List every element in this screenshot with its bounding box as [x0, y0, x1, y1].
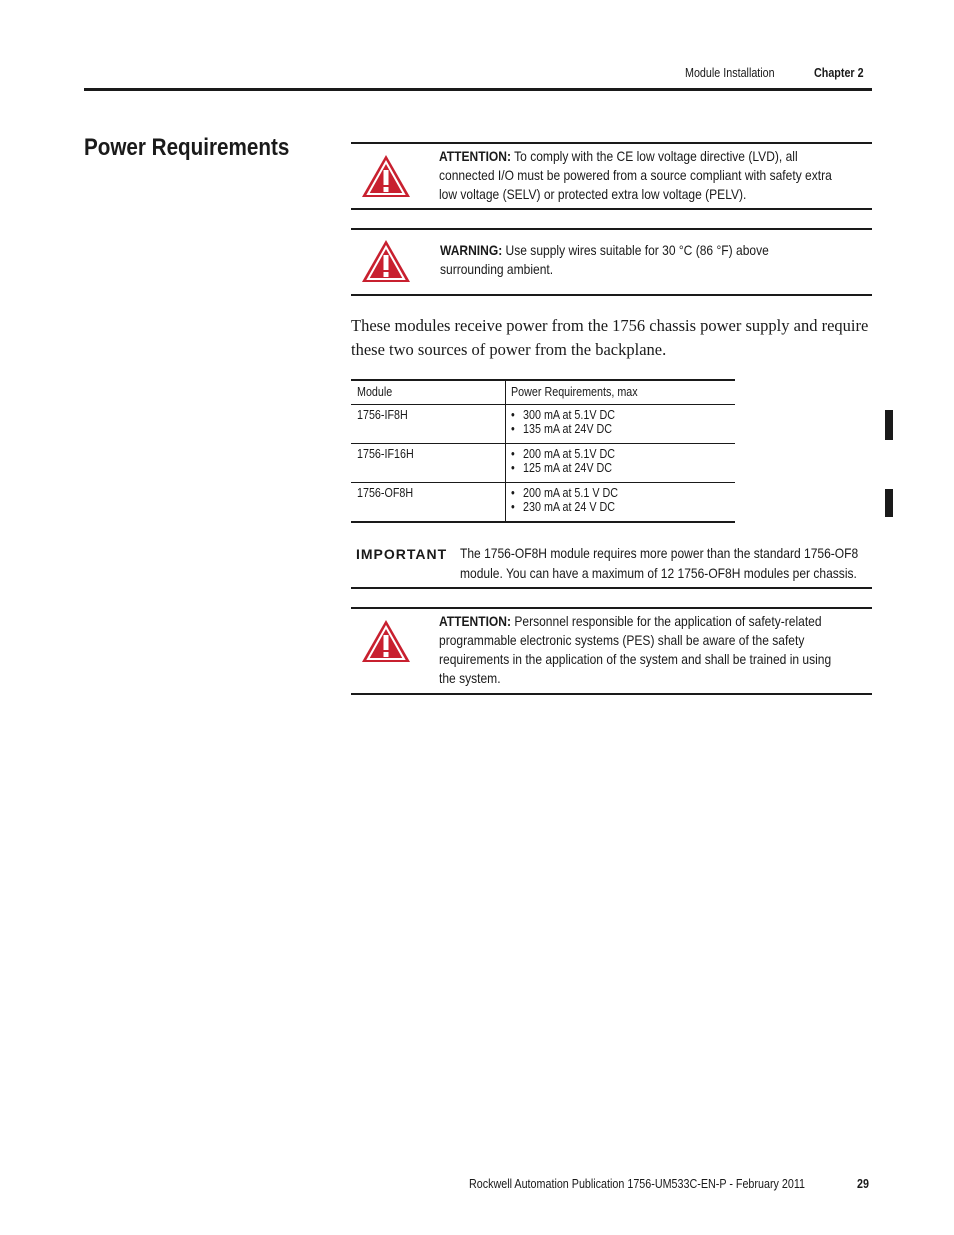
bullet: • [511, 447, 515, 461]
power-cell [511, 486, 635, 514]
important-label: IMPORTANT [356, 546, 448, 562]
notice-text [439, 612, 895, 688]
table-column-divider [505, 405, 506, 443]
table-column-divider [505, 381, 506, 404]
change-bar [885, 410, 893, 440]
power-value: 200 mA at 5.1 V DC [523, 486, 619, 500]
power-value: 135 mA at 24V DC [523, 422, 613, 436]
notice-text [439, 147, 896, 204]
bullet: • [511, 422, 515, 436]
power-requirements-table [351, 379, 735, 523]
notice-line: programmable electronic systems (PES) shall be aware of the safety [439, 632, 805, 648]
bullet: • [511, 500, 515, 514]
table-header-power: Power Requirements, max [511, 385, 638, 399]
bullet: • [511, 461, 515, 475]
table-row [351, 482, 735, 521]
module-cell: 1756-IF16H [357, 447, 414, 461]
notice-line: the system. [439, 670, 501, 686]
notice-line: Use supply wires suitable for 30 °C (86 °F) above [505, 242, 769, 258]
table-column-divider [505, 444, 506, 482]
header-section: Module Installation [684, 66, 775, 80]
footer-publication [469, 1177, 860, 1191]
notice-line: low voltage (SELV) or protected extra low voltage (PELV). [439, 186, 747, 202]
power-value: 125 mA at 24V DC [523, 461, 613, 475]
notice-line: surrounding ambient. [440, 261, 554, 277]
table-header-row [351, 381, 735, 405]
table-header-module: Module [357, 385, 393, 399]
important-note [351, 541, 872, 589]
running-header [685, 66, 872, 80]
notice-line: Personnel responsible for the application of safety-related [514, 613, 822, 629]
warning-triangle-icon [360, 238, 412, 284]
power-cell [511, 408, 632, 436]
important-line: module. You can have a maximum of 12 1756-OF8H modules per chassis. [460, 565, 857, 581]
module-cell: 1756-OF8H [357, 486, 414, 500]
change-bar [885, 489, 893, 517]
bullet: • [511, 486, 515, 500]
attention-notice-lvd [351, 142, 872, 210]
power-value: 200 mA at 5.1V DC [523, 447, 616, 461]
body-line: these two sources of power from the backplane. [351, 340, 667, 359]
important-text [460, 543, 923, 583]
warning-triangle-icon [360, 618, 412, 664]
section-title [84, 134, 323, 162]
section-title-text: Power Requirements [84, 134, 290, 161]
warning-notice-wires [351, 228, 872, 296]
warning-triangle-icon [360, 153, 412, 199]
page-number [857, 1177, 871, 1191]
table-column-divider [505, 483, 506, 521]
module-cell: 1756-IF8H [357, 408, 408, 422]
table-row [351, 443, 735, 482]
page-number-text: 29 [857, 1177, 869, 1191]
power-value: 230 mA at 24 V DC [523, 500, 616, 514]
power-value: 300 mA at 5.1V DC [523, 408, 616, 422]
notice-line: requirements in the application of the system and shall be trained in using [439, 651, 832, 667]
notice-text [440, 241, 822, 279]
footer-publication-text: Rockwell Automation Publication 1756-UM533C-EN-P - February 2011 [469, 1177, 806, 1191]
important-line: The 1756-OF8H module requires more power than the standard 1756-OF8 [460, 545, 859, 561]
bullet: • [511, 408, 515, 422]
body-paragraph [351, 314, 871, 362]
power-cell [511, 447, 632, 475]
header-chapter: Chapter 2 [814, 66, 864, 80]
table-row [351, 405, 735, 443]
notice-line: connected I/O must be powered from a source compliant with safety extra [439, 167, 832, 183]
notice-label: ATTENTION: [439, 613, 512, 629]
attention-notice-safety [351, 607, 872, 695]
notice-line: To comply with the CE low voltage directive (LVD), all [514, 148, 798, 164]
header-rule [84, 88, 872, 91]
notice-label: ATTENTION: [439, 148, 512, 164]
notice-label: WARNING: [440, 242, 503, 258]
body-line: These modules receive power from the 1756 chassis power supply and require [351, 316, 869, 335]
